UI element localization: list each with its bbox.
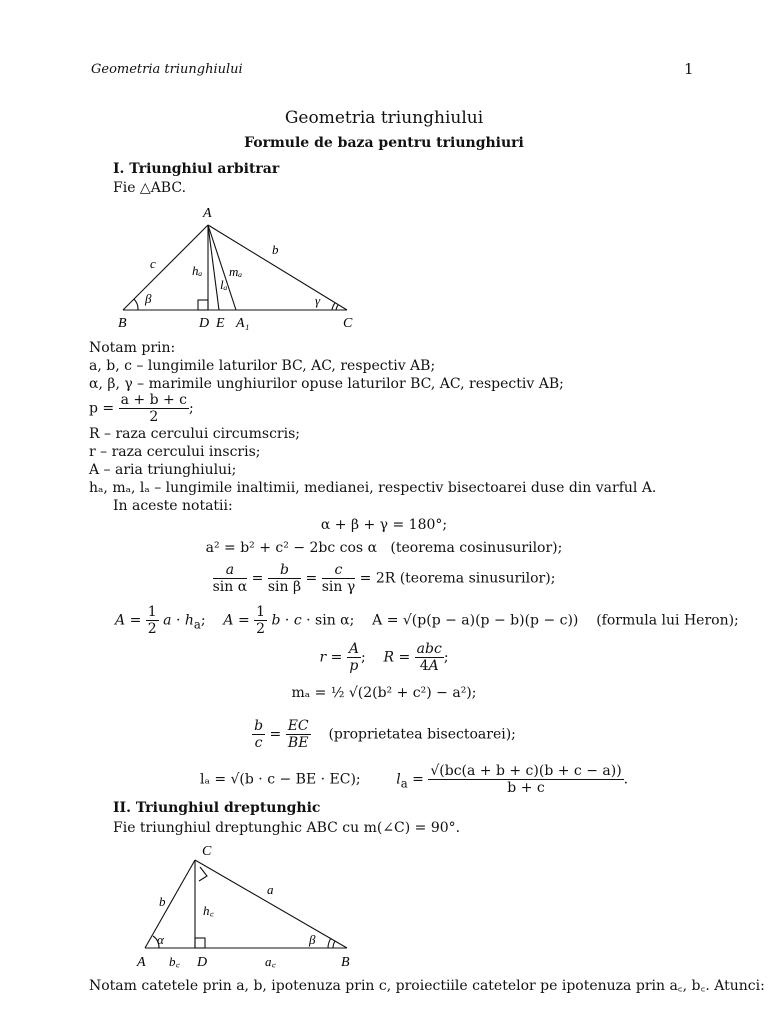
notation-intro: Notam prin: [89,340,176,356]
page-title: Geometria triunghiului [284,108,484,128]
notation-r: r – raza cercului inscris; [89,444,261,460]
cosine-law-expr: a² = b² + c² − 2bc cos α [205,540,378,556]
formula-angle-sum: α + β + γ = 180°; [320,517,448,533]
label-gamma: γ [315,293,321,308]
label-la: lₐ [220,277,228,292]
formula-median: mₐ = ½ √(2(b² + c²) − a²); [291,685,477,701]
notation-sides: a, b, c – lungimile laturilor BC, AC, respectiv AB; [89,358,436,374]
page-number: 1 [684,60,694,78]
label-side-c: c [150,256,156,271]
notation-A: A – aria triunghiului; [89,462,237,478]
label-E: E [216,316,225,331]
label-ha: hₐ [192,263,203,278]
label-C: C [343,316,353,331]
section2-closing: Notam catetele prin a, b, ipotenuza prin c, proiectiile catetelor pe ipotenuza prin a꜀, b꜀. Atunci: [89,978,765,994]
heron-expr: A = √(p(p − a)(p − b)(p − c)) [372,612,579,629]
label-hc: h꜀ [203,903,214,918]
label-beta: β [145,291,152,306]
p-denominator: 2 [149,409,159,425]
label-B: B [341,955,350,970]
bisector-length-2-den: b + c [507,780,545,796]
running-title: Geometria triunghiului [91,62,243,77]
right-triangle-figure [135,840,365,975]
sine-law-note: = 2R (teorema sinusurilor); [359,570,556,587]
label-ac: a꜀ [265,954,276,969]
label-D: D [199,316,210,331]
label-A: A [137,955,146,970]
label-B: B [118,316,127,331]
label-side-b: b [272,242,279,257]
notation-p [89,392,194,425]
p-tail: ; [189,400,194,417]
label-A: A [203,206,212,221]
formula-bisector-length: lₐ = √(b · c − BE · EC); $l_a$ = $\frac{√(bc(a + b + c)(b + c - a))}{b + c}$ . [200,763,629,796]
p-fraction [119,392,189,425]
label-side-b: b [159,894,166,909]
formula-bisector-property: $\frac{b}{c}$ = $\frac{EC}{BE}$ (proprietatea bisectoarei); [254,718,516,751]
p-numerator: a + b + c [120,392,188,408]
section2-intro: Fie triunghiul dreptunghic ABC cu m(∠C) = 90°. [113,820,461,836]
formula-sine-law: $\frac{a}{\text{sin α}}$ = $\frac{b}{\text{sin β}}$ = $\frac{c}{\text{sin γ}}$ = 2R (teorema sinusurilor); [212,562,556,595]
label-bc: b꜀ [169,954,180,969]
page-subtitle: Formule de baza pentru triunghiuri [244,135,524,151]
cosine-law-note: (teorema cosinusurilor); [390,540,563,556]
label-A1: A₁ [236,316,250,331]
formula-cosine-law [0,540,768,556]
section-heading-1: I. Triunghiul arbitrar [113,161,280,177]
notation-angles: α, β, γ – marimile unghiurilor opuse laturilor BC, AC, respectiv AB; [89,376,564,392]
bisector-length-1: lₐ = √(b · c − BE · EC); [200,771,361,788]
label-ma: mₐ [229,264,243,279]
bisector-note: (proprietatea bisectoarei); [328,726,516,743]
notation-outro: In aceste notatii: [113,498,233,514]
label-D: D [197,955,208,970]
notation-R: R – raza cercului circumscris; [89,426,300,442]
label-C: C [202,844,212,859]
p-lhs: p = [89,400,115,417]
formula-area: A = $\frac{1}{2}$ $a \cdot h_a$; A = $\frac{1}{2}$ b · c · sin α; A = √(p(p − a)(p − b)(p − c)) (formula lui Heron); [115,604,739,637]
label-side-a: a [267,882,274,897]
heron-note: (formula lui Heron); [596,612,739,629]
formula-radii: r = $\frac{A}{p}$ ; R = $\frac{\text{abc}}{4A}$ ; [319,641,449,674]
section1-intro: Fie △ABC. [113,180,187,196]
section-heading-2: II. Triunghiul dreptunghic [113,800,321,816]
label-alpha: α [157,932,164,947]
label-beta: β [309,932,316,947]
bisector-length-2-num: √(bc(a + b + c)(b + c − a)) [430,763,622,779]
notation-heights: hₐ, mₐ, lₐ – lungimile inaltimii, medianei, respectiv bisectoarei duse din varful A. [89,480,657,496]
triangle-figure-1 [110,200,370,335]
